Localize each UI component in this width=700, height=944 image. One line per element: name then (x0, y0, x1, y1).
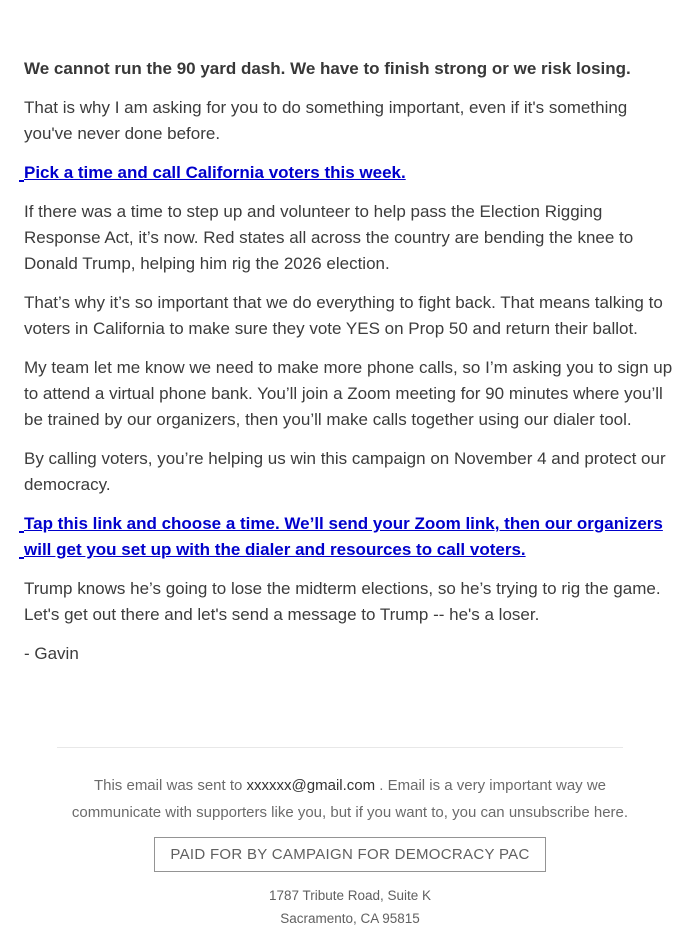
link-line[interactable]: will get you set up with the dialer and resources to call voters. (24, 537, 676, 563)
paragraph-phone-bank (24, 355, 676, 433)
address-line-1: 1787 Tribute Road, Suite K (268, 888, 432, 903)
disclaimer-text: PAID FOR BY CAMPAIGN FOR DEMOCRACY PAC (170, 846, 530, 863)
address-line-2: Sacramento, CA 95815 (280, 911, 420, 926)
text-line: That’s why it’s so important that we do everything to fight back. That means talking to (24, 293, 663, 312)
signature (24, 641, 676, 667)
text-line: My team let me know we need to make more phone calls, so I’m asking you to sign up (24, 358, 673, 377)
paid-for-disclaimer (154, 837, 545, 872)
recipient-email: xxxxxx@gmail.com (246, 777, 376, 794)
text-line: Donald Trump, helping him rig the 2026 election. (24, 254, 390, 273)
text-line: voters in California to make sure they vote YES on Prop 50 and return their ballot. (24, 319, 638, 338)
paragraph-trump-loser (24, 576, 676, 628)
mailing-address (0, 884, 700, 930)
text-line: be trained by our organizers, then you’ll make calls together using our dialer tool. (24, 410, 632, 429)
email-footer (0, 772, 700, 930)
sent-to-text: This email was sent to (93, 777, 247, 794)
paragraph-election-rigging (24, 199, 676, 277)
text-line: you've never done before. (24, 124, 221, 143)
tap-link-choose-time-link[interactable] (24, 511, 676, 563)
text-line: That is why I am asking for you to do something important, even if it's something (24, 98, 628, 117)
text-line: Let's get out there and let's send a message to Trump -- he's a loser. (24, 605, 540, 624)
unsubscribe-link[interactable]: unsubscribe here. (508, 804, 629, 821)
paragraph-fight-back (24, 290, 676, 342)
text-line: Response Act, it’s now. Red states all across the country are bending the knee to (24, 228, 634, 247)
paragraph-calling-voters (24, 446, 676, 498)
email-heading (24, 56, 676, 82)
paragraph-intro (24, 95, 676, 147)
text-line: to attend a virtual phone bank. You’ll join a Zoom meeting for 90 minutes where you’ll (24, 384, 663, 403)
unsubscribe-line (0, 799, 700, 826)
footer-note (0, 772, 700, 826)
text-line: democracy. (24, 475, 111, 494)
signature-line: - Gavin (24, 644, 79, 663)
link-line[interactable]: Pick a time and call California voters this week. (24, 160, 676, 186)
unsubscribe-prefix: communicate with supporters like you, but if you want to, you can (71, 804, 509, 821)
link-line[interactable]: Tap this link and choose a time. We’ll send your Zoom link, then our organizers (24, 511, 676, 537)
text-line: By calling voters, you’re helping us win this campaign on November 4 and protect our (24, 449, 666, 468)
pick-time-call-voters-link[interactable] (24, 160, 676, 186)
sent-to-suffix: . Email is a very important way we (375, 777, 607, 794)
text-line: If there was a time to step up and volunteer to help pass the Election Rigging (24, 202, 603, 221)
footer-divider (57, 747, 623, 748)
sent-to-line (0, 772, 700, 799)
heading-line: We cannot run the 90 yard dash. We have to finish strong or we risk losing. (24, 59, 631, 78)
text-line: Trump knows he’s going to lose the midterm elections, so he’s trying to rig the game. (24, 579, 661, 598)
